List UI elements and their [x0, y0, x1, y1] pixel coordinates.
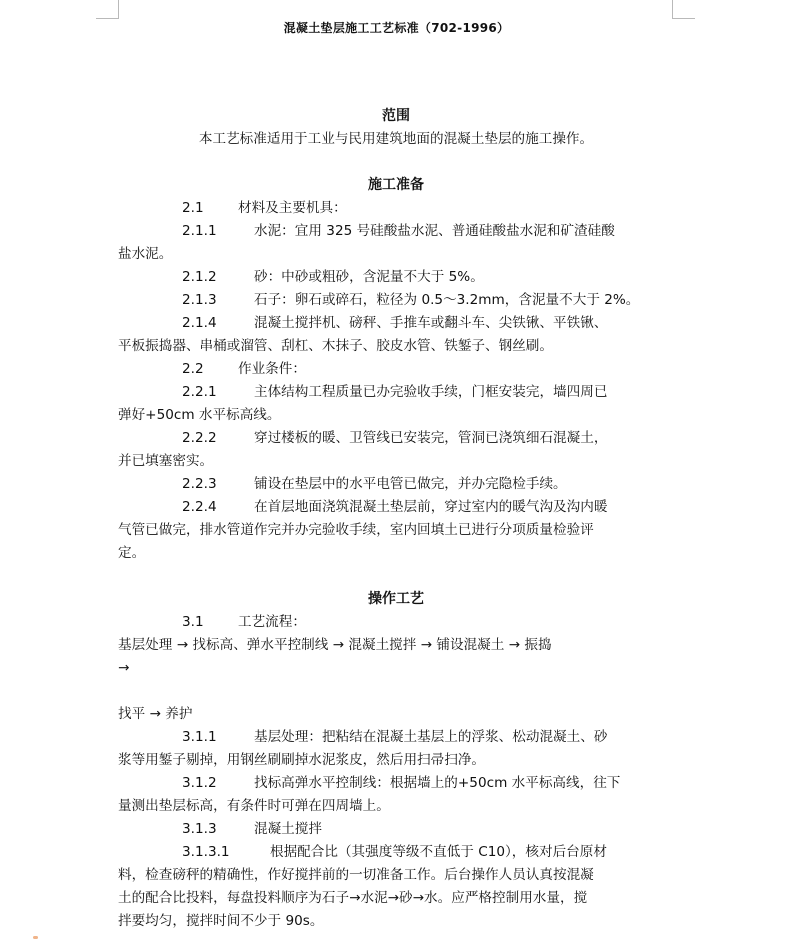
scope-text: 本工艺标准适用于工业与民用建筑地面的混凝土垫层的施工操作。: [198, 131, 594, 147]
paragraph-2-1-4: [118, 312, 674, 335]
clause-text: 混凝土搅拌机、磅秤、手推车或翻斗车、尖铁锹、平铁锹、: [254, 315, 608, 331]
clause-number: 3.1: [182, 614, 204, 630]
clause-text: 铺设在垫层中的水平电管已做完，并办完隐检手续。: [254, 476, 567, 492]
clause-text: 基层处理：把粘结在混凝土基层上的浮浆、松动混凝土、砂: [254, 729, 608, 745]
clause-number: 2.2: [182, 361, 204, 377]
clause-text: 穿过楼板的暖、卫管线已安装完，管洞已浇筑细石混凝土，: [254, 430, 608, 446]
paragraph-2-1-4-cont: 平板振捣器、串桶或溜管、刮杠、木抹子、胶皮水管、铁錾子、钢丝刷。: [118, 338, 553, 354]
paragraph-3-1-3-1-cont: 土的配合比投料，每盘投料顺序为石子→水泥→砂→水。应严格控制用水量，搅: [118, 890, 588, 906]
process-flow-line-1: 基层处理 → 找标高、弹水平控制线 → 混凝土搅拌 → 铺设混凝土 → 振捣: [118, 637, 552, 653]
paragraph-3-1-1: [118, 726, 674, 749]
paragraph-3-1-3-1-cont: 料，检查磅秤的精确性，作好搅拌前的一切准备工作。后台操作人员认真按混凝: [118, 867, 594, 883]
paragraph-3-1-1-cont: 浆等用錾子剔掉，用钢丝刷刷掉水泥浆皮，然后用扫帚扫净。: [118, 752, 486, 768]
clause-number: 2.2.1: [182, 384, 217, 400]
paragraph-2-1-1: [118, 220, 674, 243]
page-header: 混凝土垫层施工工艺标准（702-1996）: [283, 21, 510, 35]
clause-text: 砂：中砂或粗砂，含泥量不大于 5%。: [254, 269, 484, 285]
document-body: [118, 105, 674, 933]
clause-number: 3.1.3.1: [182, 844, 230, 860]
process-flow-line-2: →: [118, 660, 130, 676]
paragraph-2-2-4: [118, 496, 674, 519]
paragraph-2-2-4-cont: 定。: [118, 545, 146, 561]
clause-number: 2.1: [182, 200, 204, 216]
clause-number: 3.1.1: [182, 729, 217, 745]
clause-text: 材料及主要机具：: [238, 200, 347, 216]
paragraph-2-2-2-cont: 并已填塞密实。: [118, 453, 214, 469]
paragraph-3-1: [118, 611, 674, 634]
clause-text: 工艺流程：: [238, 614, 306, 630]
clause-number: 2.2.3: [182, 476, 217, 492]
paragraph-2-1-1-cont: 盐水泥。: [118, 246, 173, 262]
paragraph-3-1-2-cont: 量测出垫层标高，有条件时可弹在四周墙上。: [118, 798, 390, 814]
clause-text: 作业条件：: [238, 361, 306, 377]
paragraph-3-1-3: [118, 818, 674, 841]
clause-number: 2.2.4: [182, 499, 217, 515]
paragraph-3-1-3-1-cont: 拌要均匀，搅拌时间不少于 90s。: [118, 913, 324, 929]
clause-text: 混凝土搅拌: [254, 821, 322, 837]
paragraph-3-1-3-1: [118, 841, 674, 864]
clause-text: 水泥：宜用 325 号硅酸盐水泥、普通硅酸盐水泥和矿渣硅酸: [254, 223, 615, 239]
paragraph-2-1-3: [118, 289, 674, 312]
clause-number: 2.1.1: [182, 223, 217, 239]
clause-number: 2.1.4: [182, 315, 217, 331]
clause-number: 2.1.2: [182, 269, 217, 285]
clause-text: 找标高弹水平控制线：根据墙上的+50cm 水平标高线，往下: [254, 775, 621, 791]
section-title-preparation: 施工准备: [368, 177, 424, 193]
clause-number: 3.1.3: [182, 821, 217, 837]
section-title-scope: 范围: [382, 108, 410, 124]
page-edge-mark: [33, 936, 38, 939]
clause-text: 石子：卵石或碎石，粒径为 0.5～3.2mm，含泥量不大于 2%。: [254, 292, 640, 308]
paragraph-2-1-2: [118, 266, 674, 289]
clause-text: 主体结构工程质量已办完验收手续，门框安装完，墙四周已: [254, 384, 608, 400]
section-title-operation: 操作工艺: [368, 591, 424, 607]
page-corner-mark-right: [672, 0, 695, 19]
clause-text: 根据配合比（其强度等级不直低于 C10），核对后台原材: [270, 844, 607, 860]
paragraph-2-2: [118, 358, 674, 381]
paragraph-2-2-4-cont: 气管已做完，排水管道作完并办完验收手续，室内回填土已进行分项质量检验评: [118, 522, 594, 538]
paragraph-2-2-1-cont: 弹好+50cm 水平标高线。: [118, 407, 281, 423]
paragraph-2-2-1: [118, 381, 674, 404]
paragraph-2-2-2: [118, 427, 674, 450]
page-corner-mark-left: [96, 0, 119, 19]
paragraph-3-1-2: [118, 772, 674, 795]
clause-number: 3.1.2: [182, 775, 217, 791]
clause-number: 2.2.2: [182, 430, 217, 446]
process-flow-line-3: 找平 → 养护: [118, 706, 193, 722]
paragraph-2-1: [118, 197, 674, 220]
clause-number: 2.1.3: [182, 292, 217, 308]
clause-text: 在首层地面浇筑混凝土垫层前，穿过室内的暖气沟及沟内暖: [254, 499, 608, 515]
paragraph-2-2-3: [118, 473, 674, 496]
